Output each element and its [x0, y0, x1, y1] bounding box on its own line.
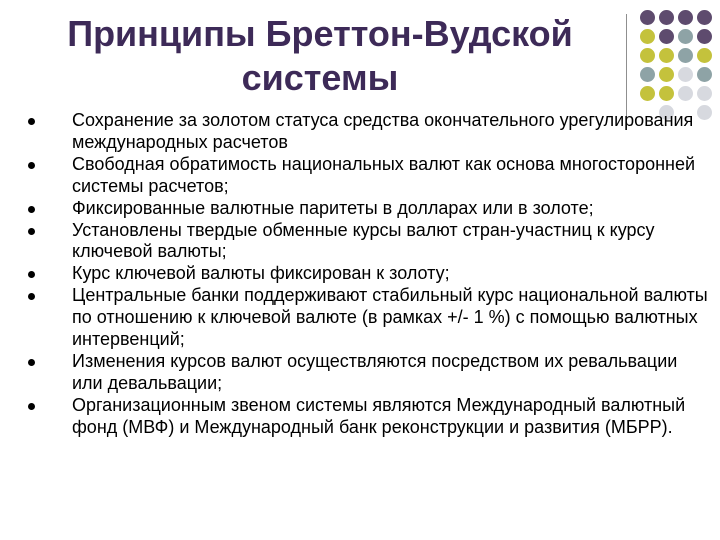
bullet-list [28, 110, 708, 439]
decorative-dot [678, 48, 693, 63]
bullet-text: Курс ключевой валюты фиксирован к золоту; [72, 263, 450, 284]
decorative-dot [678, 10, 693, 25]
bullet-item [28, 154, 708, 198]
decorative-dot [640, 67, 655, 82]
bullet-item [28, 351, 708, 395]
bullet-dot-icon [28, 271, 35, 278]
decorative-dot [678, 86, 693, 101]
decorative-dot [697, 10, 712, 25]
decorative-dot [697, 29, 712, 44]
bullet-dot-icon [28, 403, 35, 410]
decorative-dot [659, 29, 674, 44]
bullet-text: Свободная обратимость национальных валют как основа многосторонней системы расчетов; [72, 153, 696, 196]
bullet-item [28, 110, 708, 154]
bullet-dot-icon [28, 359, 35, 366]
slide-title: Принципы Бреттон-Вудской системы [67, 13, 573, 98]
decorative-dot [640, 48, 655, 63]
bullet-dot-icon [28, 118, 35, 125]
decorative-dot [697, 67, 712, 82]
decorative-dot [640, 86, 655, 101]
decorative-dot [659, 48, 674, 63]
bullet-dot-icon [28, 228, 35, 235]
decorative-dot [659, 67, 674, 82]
decorative-dot [640, 29, 655, 44]
bullet-item [28, 285, 708, 351]
bullet-text: Установлены твердые обменные курсы валют стран-участниц к курсу ключевой валюты; [72, 219, 655, 262]
bullet-dot-icon [28, 293, 35, 300]
bullet-text: Сохранение за золотом статуса средства окончательного урегулирования международных расчетов [72, 110, 694, 152]
bullet-dot-icon [28, 162, 35, 169]
decorative-dot [697, 86, 712, 101]
bullet-text: Изменения курсов валют осуществляются посредством их ревальвации или девальвации; [72, 350, 678, 393]
decorative-dot [659, 10, 674, 25]
bullet-dot-icon [28, 206, 35, 213]
decorative-dot [678, 29, 693, 44]
decorative-dot [659, 86, 674, 101]
bullet-item [28, 395, 708, 439]
decorative-dot [640, 10, 655, 25]
bullet-item [28, 220, 708, 264]
bullet-text: Фиксированные валютные паритеты в долларах или в золоте; [72, 197, 594, 218]
decorative-dot [678, 67, 693, 82]
decorative-dot [697, 48, 712, 63]
bullet-item [28, 198, 708, 220]
bullet-text: Центральные банки поддерживают стабильный курс национальной валюты по отношению к ключевой валюте (в рамках +/- 1 %) с помощью валютных интервенций; [72, 285, 708, 350]
bullet-text: Организационным звеном системы являются Международный валютный фонд (МВФ) и Международный банк реконструкции и развития (МБРР). [72, 394, 686, 437]
bullet-item [28, 263, 708, 285]
